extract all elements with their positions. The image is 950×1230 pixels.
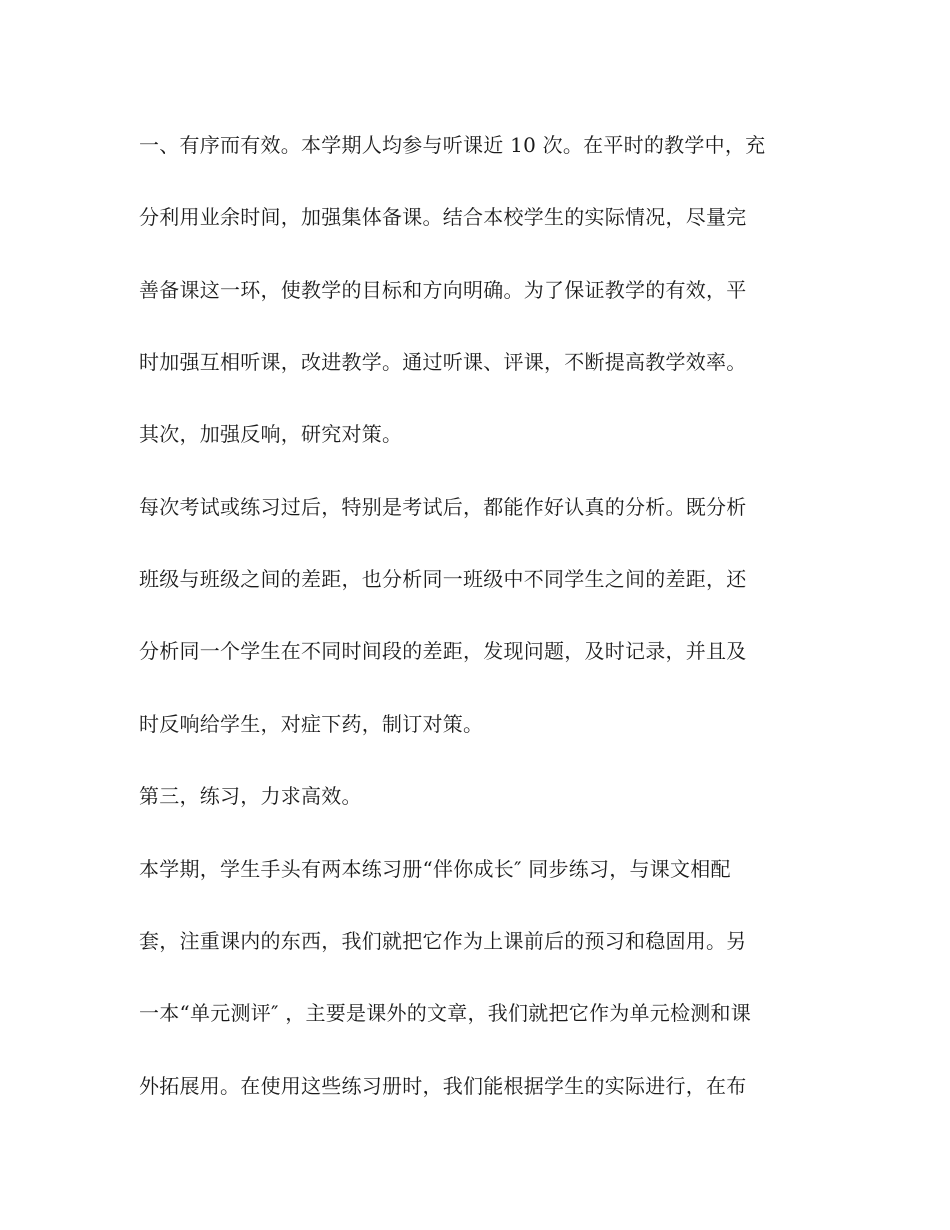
- paragraph-line: 一本“单元测评″ ，主要是课外的文章，我们就把它作为单元检测和课: [139, 1001, 752, 1025]
- paragraph-line: 时反响给学生，对症下药，制订对策。: [139, 712, 484, 736]
- paragraph-line: 一、有序而有效。本学期人均参与听课近 10 次。在平时的教学中，充: [139, 133, 766, 157]
- paragraph-line: 本学期，学生手头有两本练习册“伴你成长″ 同步练习，与课文相配: [139, 857, 731, 881]
- section-heading: 第三，练习，力求高效。: [139, 784, 362, 808]
- paragraph-line: 分析同一个学生在不同时间段的差距，发现问题，及时记录，并且及: [139, 639, 747, 663]
- paragraph-line: 善备课这一环，使教学的目标和方向明确。为了保证教学的有效，平: [139, 278, 747, 302]
- paragraph-line: 外拓展用。在使用这些练习册时，我们能根据学生的实际进行，在布: [139, 1074, 747, 1098]
- paragraph-line: 时加强互相听课，改进教学。通过听课、评课，不断提高教学效率。: [139, 350, 747, 374]
- paragraph-line: 班级与班级之间的差距，也分析同一班级中不同学生之间的差距，还: [139, 567, 747, 591]
- paragraph-line: 套，注重课内的东西，我们就把它作为上课前后的预习和稳固用。另: [139, 929, 747, 953]
- section-heading: 其次，加强反响，研究对策。: [139, 422, 403, 446]
- paragraph-line: 分利用业余时间，加强集体备课。结合本校学生的实际情况，尽量完: [139, 205, 747, 229]
- paragraph-line: 每次考试或练习过后，特别是考试后，都能作好认真的分析。既分析: [139, 495, 747, 519]
